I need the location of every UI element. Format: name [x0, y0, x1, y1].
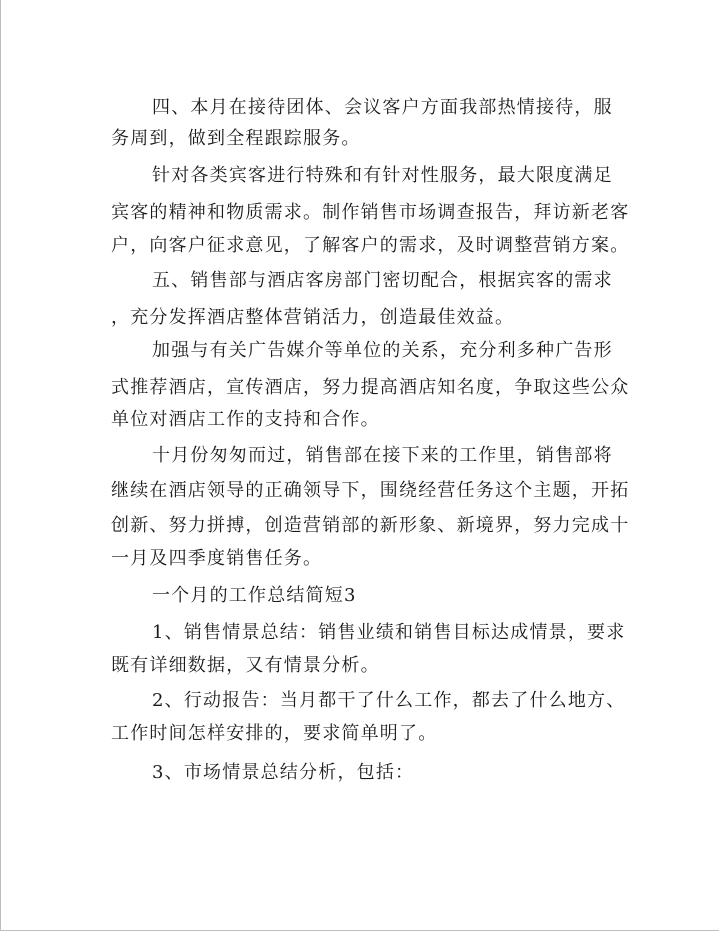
text-line: ，充分发挥酒店整体营销活力，创造最佳效益。: [111, 307, 515, 328]
text-line: 宾客的精神和物质需求。制作销售市场调查报告，拜访新老客: [111, 202, 630, 223]
text-line: 一月及四季度销售任务。: [111, 548, 323, 569]
text-line: 工作时间怎样安排的，要求简单明了。: [111, 723, 438, 744]
text-line: 针对各类宾客进行特殊和有针对性服务，最大限度满足: [152, 165, 613, 186]
section-heading: 一个月的工作总结简短3: [152, 585, 357, 606]
text-line: 十月份匆匆而过，销售部在接下来的工作里，销售部将: [152, 445, 613, 466]
text-line: 创新、努力拼搏，创造营销部的新形象、新境界，努力完成十: [111, 515, 630, 536]
text-line: 单位对酒店工作的支持和合作。: [111, 409, 380, 430]
text-line: 继续在酒店领导的正确领导下，围绕经营任务这个主题，开拓: [111, 480, 630, 501]
text-line: 户，向客户征求意见，了解客户的需求，及时调整营销方案。: [111, 235, 630, 256]
text-line: 四、本月在接待团体、会议客户方面我部热情接待，服: [152, 97, 613, 118]
text-line: 既有详细数据，又有情景分析。: [111, 655, 380, 676]
text-line: 2、行动报告：当月都干了什么工作，都去了什么地方、: [152, 690, 626, 711]
text-line: 3、市场情景总结分析，包括：: [152, 762, 415, 783]
text-line: 务周到，做到全程跟踪服务。: [111, 128, 361, 149]
text-line: 1、销售情景总结：销售业绩和销售目标达成情景，要求: [152, 622, 626, 643]
text-line: 加强与有关广告媒介等单位的关系，充分利多种广告形: [152, 340, 613, 361]
text-line: 五、销售部与酒店客房部门密切配合，根据宾客的需求: [152, 270, 613, 291]
text-line: 式推荐酒店，宣传酒店，努力提高酒店知名度，争取这些公众: [111, 377, 630, 398]
